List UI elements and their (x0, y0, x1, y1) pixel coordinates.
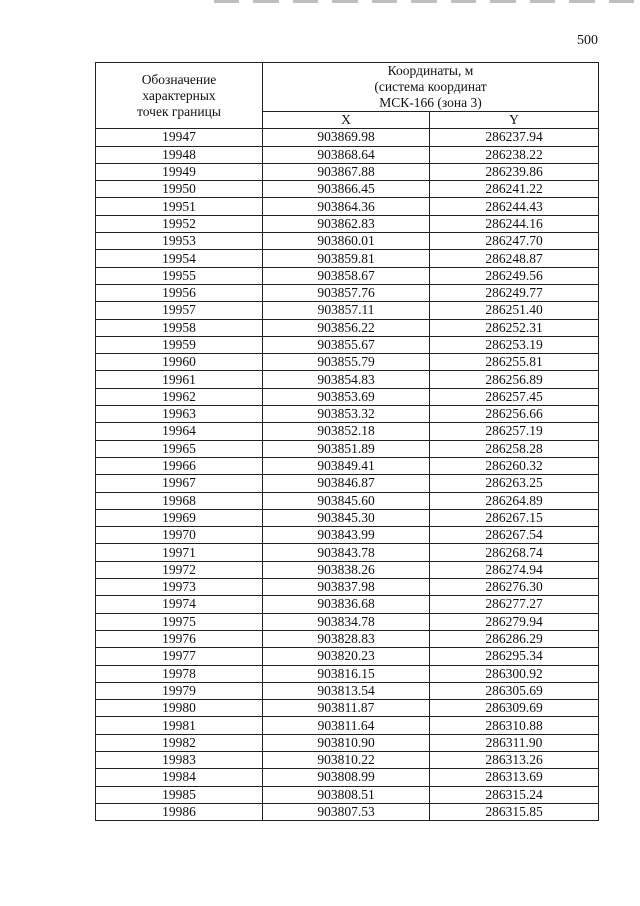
x-cell: 903813.54 (263, 682, 430, 699)
table-row (96, 354, 599, 371)
y-header: Y (430, 112, 599, 129)
table-row (96, 163, 599, 180)
table-row (96, 527, 599, 544)
x-cell: 903843.99 (263, 527, 430, 544)
x-cell: 903837.98 (263, 579, 430, 596)
y-cell: 286239.86 (430, 163, 599, 180)
table-row (96, 751, 599, 768)
x-cell: 903843.78 (263, 544, 430, 561)
point-cell: 19954 (96, 250, 263, 267)
y-cell: 286313.26 (430, 751, 599, 768)
point-cell: 19980 (96, 700, 263, 717)
point-cell: 19955 (96, 267, 263, 284)
x-cell: 903834.78 (263, 613, 430, 630)
point-cell: 19951 (96, 198, 263, 215)
table-row (96, 630, 599, 647)
x-cell: 903820.23 (263, 648, 430, 665)
point-cell: 19964 (96, 423, 263, 440)
point-cell: 19972 (96, 561, 263, 578)
coordinates-header: Координаты, м (система координат МСК-166 (зона 3) (263, 63, 599, 112)
x-cell: 903852.18 (263, 423, 430, 440)
table-row (96, 596, 599, 613)
table-row (96, 250, 599, 267)
y-cell: 286300.92 (430, 665, 599, 682)
x-cell: 903810.22 (263, 751, 430, 768)
y-cell: 286244.43 (430, 198, 599, 215)
y-cell: 286286.29 (430, 630, 599, 647)
x-cell: 903807.53 (263, 803, 430, 820)
table-body (96, 129, 599, 821)
point-cell: 19948 (96, 146, 263, 163)
x-cell: 903862.83 (263, 215, 430, 232)
point-cell: 19970 (96, 527, 263, 544)
point-cell: 19967 (96, 475, 263, 492)
point-cell: 19979 (96, 682, 263, 699)
y-cell: 286256.66 (430, 406, 599, 423)
x-cell: 903828.83 (263, 630, 430, 647)
table-row (96, 284, 599, 301)
y-cell: 286244.16 (430, 215, 599, 232)
x-cell: 903851.89 (263, 440, 430, 457)
x-cell: 903857.11 (263, 302, 430, 319)
boundary-coordinates-table (95, 62, 599, 821)
table-row (96, 786, 599, 803)
x-cell: 903845.60 (263, 492, 430, 509)
point-cell: 19960 (96, 354, 263, 371)
point-cell: 19986 (96, 803, 263, 820)
table-row (96, 457, 599, 474)
scan-edge-marks (214, 0, 634, 6)
point-cell: 19974 (96, 596, 263, 613)
x-cell: 903849.41 (263, 457, 430, 474)
point-cell: 19976 (96, 630, 263, 647)
x-cell: 903856.22 (263, 319, 430, 336)
y-cell: 286279.94 (430, 613, 599, 630)
y-cell: 286277.27 (430, 596, 599, 613)
x-cell: 903860.01 (263, 233, 430, 250)
table-row (96, 267, 599, 284)
x-cell: 903853.69 (263, 388, 430, 405)
table-row (96, 700, 599, 717)
x-cell: 903857.76 (263, 284, 430, 301)
point-cell: 19968 (96, 492, 263, 509)
table-row (96, 648, 599, 665)
y-cell: 286247.70 (430, 233, 599, 250)
table-row (96, 734, 599, 751)
point-cell: 19982 (96, 734, 263, 751)
x-cell: 903866.45 (263, 181, 430, 198)
table-row (96, 198, 599, 215)
table-row (96, 475, 599, 492)
x-cell: 903816.15 (263, 665, 430, 682)
x-cell: 903864.36 (263, 198, 430, 215)
x-cell: 903808.51 (263, 786, 430, 803)
y-cell: 286295.34 (430, 648, 599, 665)
point-cell: 19981 (96, 717, 263, 734)
x-cell: 903811.64 (263, 717, 430, 734)
y-cell: 286310.88 (430, 717, 599, 734)
point-cell: 19971 (96, 544, 263, 561)
y-cell: 286252.31 (430, 319, 599, 336)
y-cell: 286255.81 (430, 354, 599, 371)
point-cell: 19949 (96, 163, 263, 180)
point-cell: 19959 (96, 336, 263, 353)
point-cell: 19969 (96, 509, 263, 526)
y-cell: 286253.19 (430, 336, 599, 353)
point-cell: 19958 (96, 319, 263, 336)
y-cell: 286241.22 (430, 181, 599, 198)
x-cell: 903810.90 (263, 734, 430, 751)
point-cell: 19978 (96, 665, 263, 682)
point-cell: 19983 (96, 751, 263, 768)
table-row (96, 682, 599, 699)
point-cell: 19952 (96, 215, 263, 232)
point-cell: 19973 (96, 579, 263, 596)
y-cell: 286311.90 (430, 734, 599, 751)
table-row (96, 803, 599, 820)
x-cell: 903868.64 (263, 146, 430, 163)
y-cell: 286238.22 (430, 146, 599, 163)
y-cell: 286313.69 (430, 769, 599, 786)
x-cell: 903853.32 (263, 406, 430, 423)
y-cell: 286264.89 (430, 492, 599, 509)
x-cell: 903869.98 (263, 129, 430, 146)
point-cell: 19966 (96, 457, 263, 474)
point-cell: 19965 (96, 440, 263, 457)
table-row (96, 561, 599, 578)
y-cell: 286267.15 (430, 509, 599, 526)
table-row (96, 509, 599, 526)
x-cell: 903859.81 (263, 250, 430, 267)
table-row (96, 388, 599, 405)
y-cell: 286249.77 (430, 284, 599, 301)
table-row (96, 302, 599, 319)
point-cell: 19947 (96, 129, 263, 146)
y-cell: 286248.87 (430, 250, 599, 267)
table-row (96, 544, 599, 561)
point-header: Обозначение характерных точек границы (96, 63, 263, 129)
x-cell: 903808.99 (263, 769, 430, 786)
x-cell: 903858.67 (263, 267, 430, 284)
point-cell: 19950 (96, 181, 263, 198)
point-cell: 19984 (96, 769, 263, 786)
table-row (96, 613, 599, 630)
table-row (96, 319, 599, 336)
x-cell: 903855.67 (263, 336, 430, 353)
table-row (96, 423, 599, 440)
x-header: X (263, 112, 430, 129)
point-cell: 19985 (96, 786, 263, 803)
point-cell: 19953 (96, 233, 263, 250)
x-cell: 903855.79 (263, 354, 430, 371)
y-cell: 286267.54 (430, 527, 599, 544)
y-cell: 286257.45 (430, 388, 599, 405)
table-row (96, 215, 599, 232)
y-cell: 286268.74 (430, 544, 599, 561)
y-cell: 286315.24 (430, 786, 599, 803)
table-row (96, 181, 599, 198)
y-cell: 286315.85 (430, 803, 599, 820)
x-cell: 903845.30 (263, 509, 430, 526)
point-cell: 19962 (96, 388, 263, 405)
table-row (96, 146, 599, 163)
y-cell: 286276.30 (430, 579, 599, 596)
y-cell: 286257.19 (430, 423, 599, 440)
table-row (96, 406, 599, 423)
page-number: 500 (577, 33, 598, 48)
point-cell: 19975 (96, 613, 263, 630)
point-cell: 19956 (96, 284, 263, 301)
y-cell: 286258.28 (430, 440, 599, 457)
point-cell: 19963 (96, 406, 263, 423)
x-cell: 903846.87 (263, 475, 430, 492)
y-cell: 286251.40 (430, 302, 599, 319)
y-cell: 286249.56 (430, 267, 599, 284)
y-cell: 286263.25 (430, 475, 599, 492)
x-cell: 903854.83 (263, 371, 430, 388)
x-cell: 903836.68 (263, 596, 430, 613)
table-row (96, 769, 599, 786)
y-cell: 286237.94 (430, 129, 599, 146)
point-cell: 19957 (96, 302, 263, 319)
x-cell: 903867.88 (263, 163, 430, 180)
table-row (96, 717, 599, 734)
table-row (96, 371, 599, 388)
table-row (96, 336, 599, 353)
point-cell: 19977 (96, 648, 263, 665)
x-cell: 903811.87 (263, 700, 430, 717)
x-cell: 903838.26 (263, 561, 430, 578)
table-row (96, 492, 599, 509)
y-cell: 286309.69 (430, 700, 599, 717)
table-row (96, 129, 599, 146)
table-row (96, 665, 599, 682)
y-cell: 286256.89 (430, 371, 599, 388)
y-cell: 286274.94 (430, 561, 599, 578)
table-row (96, 233, 599, 250)
y-cell: 286305.69 (430, 682, 599, 699)
table-row (96, 579, 599, 596)
y-cell: 286260.32 (430, 457, 599, 474)
table-row (96, 440, 599, 457)
point-cell: 19961 (96, 371, 263, 388)
